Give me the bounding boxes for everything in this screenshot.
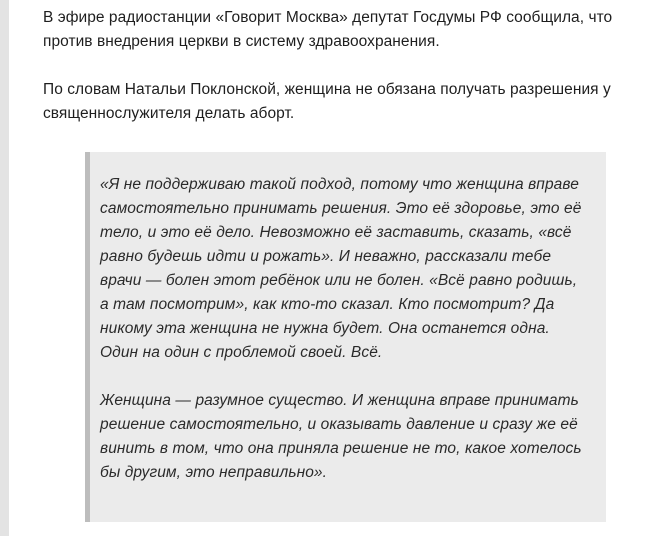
- article-paragraph-1: В эфире радиостанции «Говорит Москва» депутат Госдумы РФ сообщила, что против внедрения церкви в систему здравоохранения.: [43, 9, 613, 50]
- blockquote: [85, 152, 606, 522]
- article-body: [43, 6, 643, 126]
- page-margin-rule: [0, 0, 9, 536]
- article-paragraph-2: По словам Натальи Поклонской, женщина не обязана получать разрешения у священнослужителя делать аборт.: [43, 81, 611, 122]
- quote-paragraph-1: «Я не поддерживаю такой подход, потому что женщина вправе самостоятельно принимать решения. Это её здоровье, это её тело, и это её дело. Невозможно её заставить, сказать, «всё равно будешь идти и рожать». И неважно, рассказали тебе врачи — болен этот ребёнок или не болен. «Всё равно родишь, а там посмотрим», как кто-то сказал. Кто посмотрит? Да никому эта женщина не нужна будет. Она останется одна. Один на один с проблемой своей. Всё.: [100, 176, 582, 361]
- quote-paragraph-2: Женщина — разумное существо. И женщина вправе принимать решение самостоятельно, и оказывать давление и сразу же её винить в том, что она приняла решение не то, какое хотелось бы другим, это неправильно».: [100, 392, 582, 481]
